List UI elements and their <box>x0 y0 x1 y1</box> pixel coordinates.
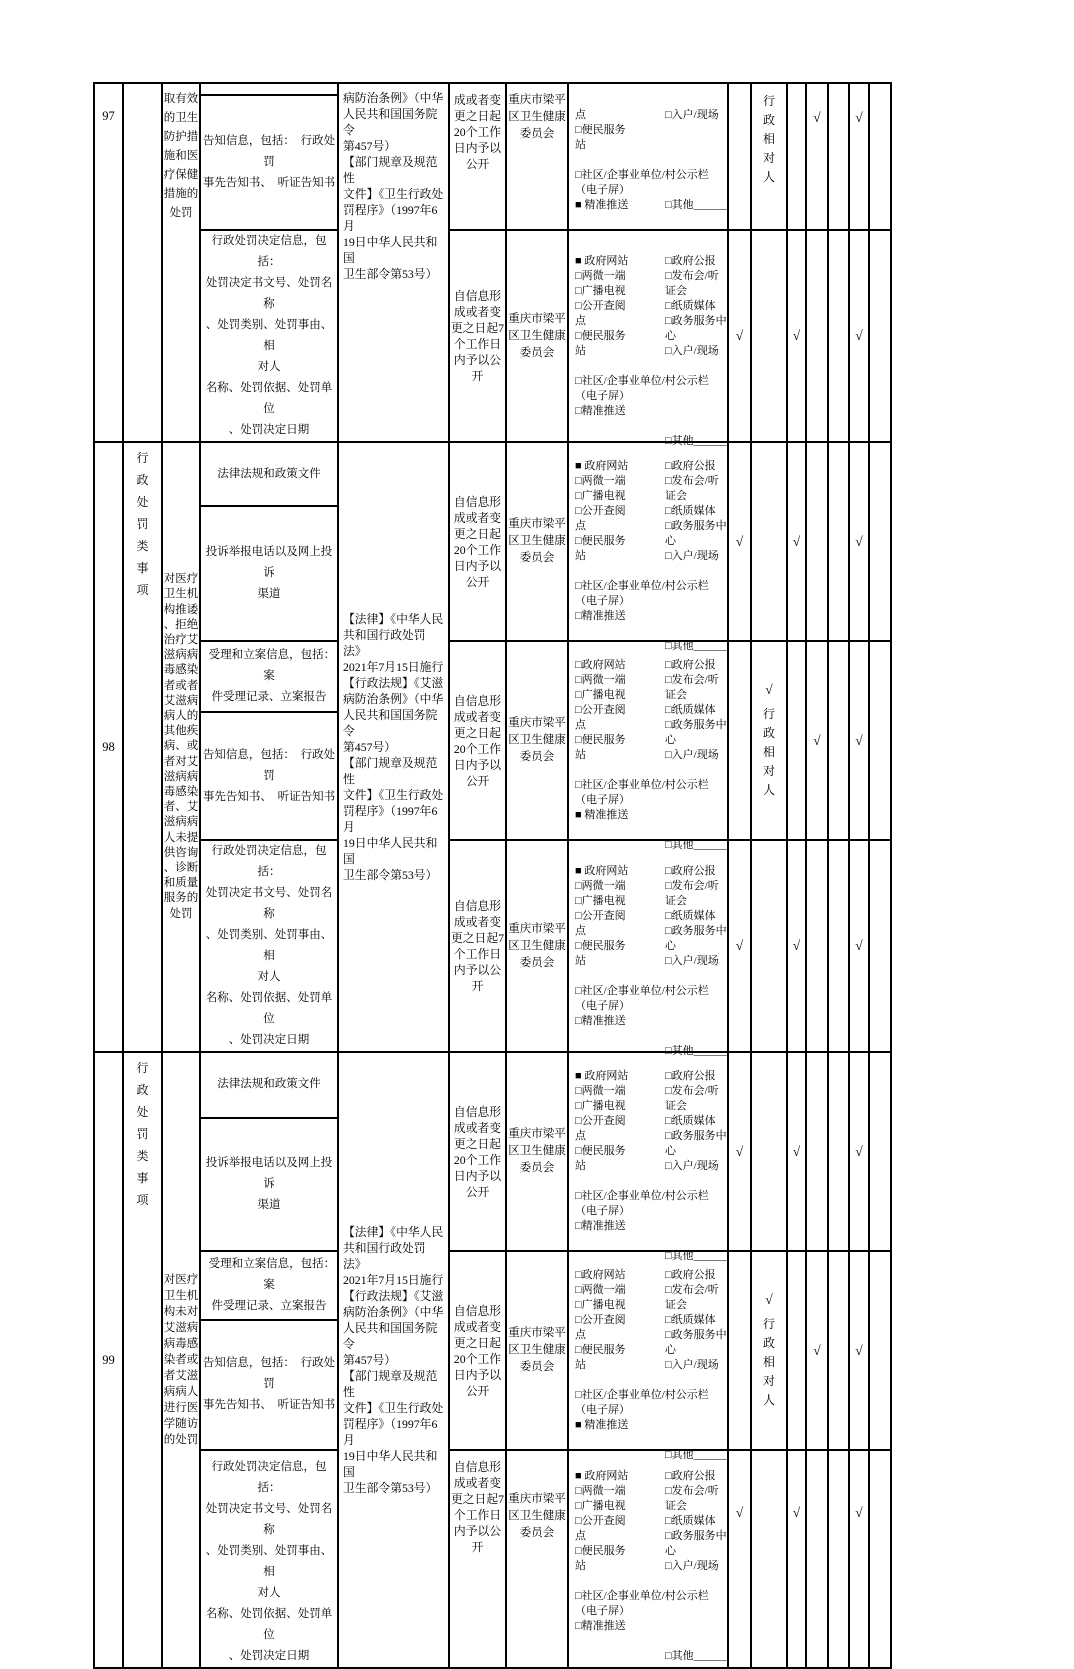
org-98b: 重庆市梁平 区卫生健康 委员会 <box>506 641 568 840</box>
content-99-decision: 行政处罚决定信息，包括： 处罚决定书文号、处罚名称 、处罚类别、处罚事由、相 对人 名称、处罚依据、处罚单位 、处罚决定日期 <box>200 1450 338 1668</box>
check-99c-c1: √ <box>728 1450 751 1668</box>
check-99c-c3: √ <box>787 1450 806 1668</box>
check-target: √ <box>765 681 773 697</box>
channels-98b <box>568 641 728 851</box>
check-97b-c5 <box>828 230 849 442</box>
check-98c-c1: √ <box>728 840 751 1052</box>
channel-list-right: □入户/现场 □其他______ <box>665 109 727 211</box>
deadline-98b: 自信息形 成或者变 更之日起 20个工作 日内予以 公开 <box>449 641 506 840</box>
org-98a: 重庆市梁平 区卫生健康 委员会 <box>506 442 568 641</box>
content-99-notice: 告知信息，包括： 行政处罚 事先告知书、 听证告知书 <box>200 1320 338 1450</box>
check-98c-c2 <box>751 840 787 1052</box>
check-99a-c4 <box>806 1052 828 1251</box>
org-97a: 重庆市梁平 区卫生健康 委员会 <box>506 83 568 230</box>
target-97a <box>751 83 787 230</box>
channel-list-left: □政府网站 □两微一端 □广播电视 □公开查阅 点 □便民服务 站 □社区/企事业单位/村公示栏 （电子屏） ■ 精准推送 <box>575 659 709 821</box>
item-99: 对医疗 卫生机 构未对 艾滋病 病毒感 染者或 者艾滋 病病人 进行医 学随访 的处罚 <box>162 1052 200 1668</box>
channel-list-right: □政府公报 □发布会/听证会 □纸质媒体 □政务服务中心 □入户/现场 □其他______ <box>665 460 727 652</box>
check-97a-c3 <box>787 83 806 230</box>
check-target: √ <box>765 1291 773 1307</box>
deadline-99c: 自信息形 成或者变 更之日起7 个工作日 内予以公 开 <box>449 1450 506 1668</box>
check-98b-c1 <box>728 641 751 840</box>
category-99: 行 政 处 罚 类 事 项 <box>123 1052 162 1668</box>
channel-list-left: □政府网站 □两微一端 □广播电视 □公开查阅 点 □便民服务 站 □社区/企事业单位/村公示栏 （电子屏） ■ 精准推送 <box>575 1269 709 1431</box>
channel-list-left: 点 □便民服务 站 □社区/企事业单位/村公示栏 （电子屏） ■ 精准推送 <box>575 109 709 211</box>
channels-99a <box>568 1052 728 1262</box>
check-97a-c1 <box>728 83 751 230</box>
check-98a-c3: √ <box>787 442 806 641</box>
content-97-remnant <box>200 83 338 95</box>
check-98b-c3 <box>787 641 806 840</box>
check-97b-c1: √ <box>728 230 751 442</box>
deadline-98a: 自信息形 成或者变 更之日起 20个工作 日内予以 公开 <box>449 442 506 641</box>
check-98a-c5 <box>828 442 849 641</box>
check-98c-c5 <box>828 840 849 1052</box>
item-97: 取有效 的卫生 防护措 施和医 疗保健 措施的 处罚 <box>162 83 200 442</box>
check-97b-c6: √ <box>849 230 869 442</box>
category-98: 行 政 处 罚 类 事 项 <box>123 442 162 1052</box>
check-99b-c4: √ <box>806 1251 828 1450</box>
check-99c-c2 <box>751 1450 787 1668</box>
check-97a-c4: √ <box>806 83 828 230</box>
channel-list-right: □政府公报 □发布会/听证会 □纸质媒体 □政务服务中心 □入户/现场 □其他______ <box>665 1470 727 1662</box>
check-97a-c5 <box>828 83 849 230</box>
basis-97: 病防治条例》（中华 人民共和国国务院令 第457号） 【部门规章及规范性 文件】《卫生行政处 罚程序》（1997年6月 19日中华人民共和国 卫生部令第53号） <box>338 83 449 442</box>
check-98b-c6: √ <box>849 641 869 840</box>
channel-list-left: ■ 政府网站 □两微一端 □广播电视 □公开查阅 点 □便民服务 站 □社区/企事业单位/村公示栏 （电子屏） □精准推送 <box>575 1070 709 1232</box>
content-98-decision: 行政处罚决定信息，包括： 处罚决定书文号、处罚名称 、处罚类别、处罚事由、相 对人 名称、处罚依据、处罚单位 、处罚决定日期 <box>200 840 338 1052</box>
check-99b-c6: √ <box>849 1251 869 1450</box>
check-98a-c6: √ <box>849 442 869 641</box>
basis-98: 【法律】《中华人民 共和国行政处罚法》 2021年7月15日施行 【行政法规】《艾滋 病防治条例》（中华 人民共和国国务院令 第457号） 【部门规章及规范性 文件】《卫生行政处 罚程序》（1997年6月 19日中华人民共和国 卫生部令第53号） <box>338 442 449 1052</box>
check-99a-c7 <box>869 1052 891 1251</box>
seq-99: 99 <box>94 1052 123 1668</box>
check-99c-c6: √ <box>849 1450 869 1668</box>
channel-list-right: □政府公报 □发布会/听证会 □纸质媒体 □政务服务中心 □入户/现场 □其他______ <box>665 659 727 851</box>
channel-list-left: ■ 政府网站 □两微一端 □广播电视 □公开查阅 点 □便民服务 站 □社区/企事业单位/村公示栏 （电子屏） □精准推送 <box>575 460 709 622</box>
check-97a-c6: √ <box>849 83 869 230</box>
check-99c-c5 <box>828 1450 849 1668</box>
check-97b-c7 <box>869 230 891 442</box>
check-98a-c1: √ <box>728 442 751 641</box>
channels-98a <box>568 442 728 652</box>
check-98c-c4 <box>806 840 828 1052</box>
channel-list-left: ■ 政府网站 □两微一端 □广播电视 □公开查阅 点 □便民服务 站 □社区/企事业单位/村公示栏 （电子屏） □精准推送 <box>575 254 709 417</box>
target-98b <box>751 641 787 840</box>
channels-99c <box>568 1450 728 1668</box>
content-99-law: 法律法规和政策文件 <box>200 1052 338 1118</box>
deadline-98c: 自信息形 成或者变 更之日起7 个工作日 内予以公 开 <box>449 840 506 1052</box>
check-97b-c3: √ <box>787 230 806 442</box>
content-99-complaint: 投诉举报电话以及网上投诉 渠道 <box>200 1118 338 1251</box>
seq-98: 98 <box>94 442 123 1052</box>
channel-list-right: □政府公报 □发布会/听证会 □纸质媒体 □政务服务中心 □入户/现场 □其他______ <box>665 254 727 447</box>
check-99a-c2 <box>751 1052 787 1251</box>
org-97b: 重庆市梁平 区卫生健康 委员会 <box>506 230 568 442</box>
check-98c-c6: √ <box>849 840 869 1052</box>
check-98b-c7 <box>869 641 891 840</box>
seq-97: 97 <box>94 83 123 442</box>
check-99b-c1 <box>728 1251 751 1450</box>
check-99a-c3: √ <box>787 1052 806 1251</box>
check-98a-c2 <box>751 442 787 641</box>
item-98: 对医疗 卫生机 构推诿 、拒绝 治疗艾 滋病病 毒感染 者或者 艾滋病 病人的 其他疾 病、或 者对艾 滋病病 毒感染 者、艾 滋病病 人未提 供咨询 、诊断 和质量 服务的 处罚 <box>162 442 200 1052</box>
content-98-complaint: 投诉举报电话以及网上投诉 渠道 <box>200 506 338 641</box>
check-99a-c6: √ <box>849 1052 869 1251</box>
check-98a-c7 <box>869 442 891 641</box>
check-97b-c2 <box>751 230 787 442</box>
deadline-97b: 自信息形 成或者变 更之日起7 个工作日 内予以公 开 <box>449 230 506 442</box>
target-label: 行 政 相 对 人 <box>762 94 775 184</box>
disclosure-catalog-table <box>93 85 892 1662</box>
org-98c: 重庆市梁平 区卫生健康 委员会 <box>506 840 568 1052</box>
channel-list-right: □政府公报 □发布会/听证会 □纸质媒体 □政务服务中心 □入户/现场 □其他______ <box>665 1269 727 1461</box>
channels-97b <box>568 230 728 447</box>
check-99b-c3 <box>787 1251 806 1450</box>
content-97-notice: 告知信息，包括： 行政处罚 事先告知书、 听证告知书 <box>200 95 338 230</box>
content-97-decision: 行政处罚决定信息，包括： 处罚决定书文号、处罚名称 、处罚类别、处罚事由、相 对人 名称、处罚依据、处罚单位 、处罚决定日期 <box>200 230 338 442</box>
check-99b-c7 <box>869 1251 891 1450</box>
basis-99: 【法律】《中华人民 共和国行政处罚法》 2021年7月15日施行 【行政法规】《艾滋 病防治条例》（中华 人民共和国国务院令 第457号） 【部门规章及规范性 文件】《卫生行政处 罚程序》（1997年6月 19日中华人民共和国 卫生部令第53号） <box>338 1052 449 1668</box>
org-99c: 重庆市梁平 区卫生健康 委员会 <box>506 1450 568 1668</box>
category-97-empty <box>123 83 162 442</box>
target-99b <box>751 1251 787 1450</box>
check-98b-c4: √ <box>806 641 828 840</box>
channel-list-left: ■ 政府网站 □两微一端 □广播电视 □公开查阅 点 □便民服务 站 □社区/企事业单位/村公示栏 （电子屏） □精准推送 <box>575 864 709 1027</box>
channel-list-right: □政府公报 □发布会/听证会 □纸质媒体 □政务服务中心 □入户/现场 □其他______ <box>665 864 727 1057</box>
check-99b-c5 <box>828 1251 849 1450</box>
check-97b-c4 <box>806 230 828 442</box>
org-99b: 重庆市梁平 区卫生健康 委员会 <box>506 1251 568 1450</box>
channels-99b <box>568 1251 728 1461</box>
check-99a-c5 <box>828 1052 849 1251</box>
deadline-99b: 自信息形 成或者变 更之日起 20个工作 日内予以 公开 <box>449 1251 506 1450</box>
check-98a-c4 <box>806 442 828 641</box>
content-98-law: 法律法规和政策文件 <box>200 442 338 506</box>
check-98b-c5 <box>828 641 849 840</box>
deadline-99a: 自信息形 成或者变 更之日起 20个工作 日内予以 公开 <box>449 1052 506 1251</box>
content-98-notice: 告知信息，包括： 行政处罚 事先告知书、 听证告知书 <box>200 712 338 840</box>
channels-98c <box>568 840 728 1057</box>
channel-list-right: □政府公报 □发布会/听证会 □纸质媒体 □政务服务中心 □入户/现场 □其他______ <box>665 1070 727 1262</box>
check-99c-c7 <box>869 1450 891 1668</box>
check-98c-c3: √ <box>787 840 806 1052</box>
content-98-case: 受理和立案信息，包括： 案 件受理记录、立案报告 <box>200 641 338 712</box>
target-label: 行 政 相 对 人 <box>762 1316 775 1407</box>
channels-97a <box>568 83 728 230</box>
channel-list-left: ■ 政府网站 □两微一端 □广播电视 □公开查阅 点 □便民服务 站 □社区/企事业单位/村公示栏 （电子屏） □精准推送 <box>575 1470 709 1632</box>
content-99-case: 受理和立案信息，包括： 案 件受理记录、立案报告 <box>200 1251 338 1320</box>
org-99a: 重庆市梁平 区卫生健康 委员会 <box>506 1052 568 1251</box>
deadline-97a: 成或者变 更之日起 20个工作 日内予以 公开 <box>449 83 506 230</box>
check-99a-c1: √ <box>728 1052 751 1251</box>
check-99c-c4 <box>806 1450 828 1668</box>
target-label: 行 政 相 对 人 <box>762 706 775 797</box>
check-98c-c7 <box>869 840 891 1052</box>
check-97a-c7 <box>869 83 891 230</box>
